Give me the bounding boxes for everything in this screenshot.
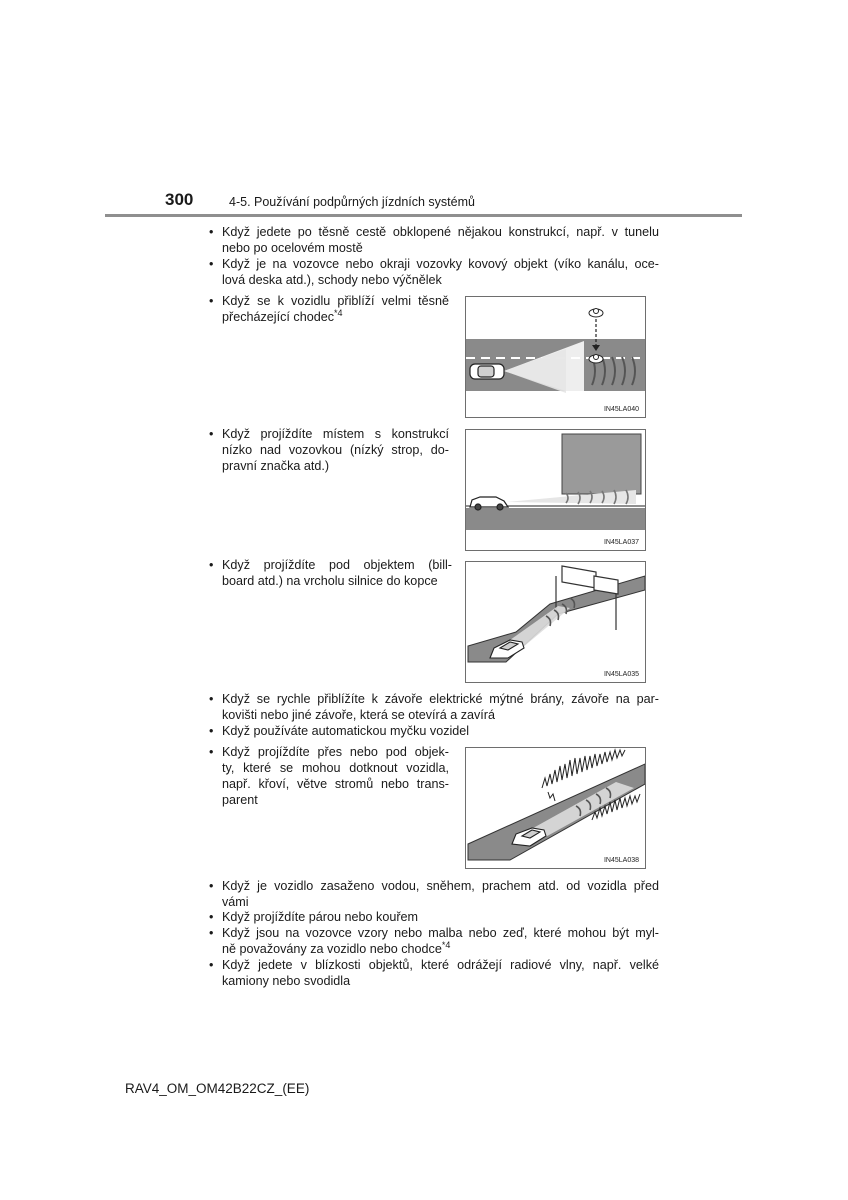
list-item-line: • Když projíždíte místem s konstrukcí — [222, 427, 449, 441]
list-item-line: nízko nad vozovkou (nízký strop, do- — [222, 443, 449, 457]
list-item-line: např. křoví, větve stromů nebo trans- — [222, 777, 449, 791]
list-item-line: přecházející chodec — [222, 310, 335, 324]
list-item-line: lová deska atd.), schody nebo výčnělek — [222, 273, 442, 287]
list-item-line: • Když je na vozovce nebo okraji vozovky kovový objekt (víko kanálu, oce- — [222, 257, 659, 271]
figure-code: IN45LA037 — [603, 539, 639, 546]
illustration-uphill-billboard — [465, 561, 646, 683]
list-item-line: • Když jedete v blízkosti objektů, které odrážejí radiové vlny, např. velké — [222, 958, 659, 972]
list-item-line: parent — [222, 793, 258, 807]
low-ceiling-drawing — [466, 430, 645, 550]
list-item-line: vámi — [222, 895, 249, 909]
list-item — [209, 426, 449, 474]
list-item-line: • Když jsou na vozovce vzory nebo malba nebo zeď, které mohou být myl- — [222, 926, 659, 940]
list-item — [209, 723, 659, 739]
list-item — [209, 744, 449, 808]
section-title: 4-5. Používání podpůrných jízdních systémů — [229, 195, 475, 209]
uphill-billboard-drawing — [466, 562, 645, 682]
list-item — [209, 691, 659, 723]
list-item — [209, 293, 449, 325]
list-item — [209, 557, 452, 589]
list-item-line: ty, které se mohou dotknout vozidla, — [222, 761, 449, 775]
figure-code: IN45LA040 — [603, 406, 639, 413]
bushes-drawing — [466, 748, 645, 868]
footnote-mark: *4 — [441, 940, 451, 950]
header-rule — [105, 214, 742, 217]
list-item-line: • Když používáte automatickou myčku vozidel — [222, 724, 470, 738]
list-item-line: • Když projíždíte přes nebo pod objek- — [222, 745, 449, 759]
list-item-line: nebo po ocelovém mostě — [222, 241, 363, 255]
page-number: 300 — [165, 190, 194, 209]
list-item-line: • Když se k vozidlu přiblíží velmi těsně — [222, 294, 449, 308]
illustration-bushes — [465, 747, 646, 869]
list-item-line: • Když projíždíte pod objektem (bill- — [222, 558, 452, 572]
figure-code: IN45LA038 — [603, 857, 639, 864]
illustration-pedestrian-crossing — [465, 296, 646, 418]
list-item-line: • Když se rychle přiblížíte k závoře elektrické mýtné brány, závoře na par- — [222, 692, 659, 706]
list-item — [209, 925, 659, 957]
list-item-line: kamiony nebo svodidla — [222, 974, 351, 988]
list-item — [209, 224, 659, 256]
pedestrian-crossing-drawing — [466, 297, 645, 417]
list-item-line: board atd.) na vrcholu silnice do kopce — [222, 574, 438, 588]
illustration-low-ceiling — [465, 429, 646, 551]
list-item-line: • Když je vozidlo zasaženo vodou, sněhem, prachem atd. od vozidla před — [222, 879, 659, 893]
list-item — [209, 909, 659, 925]
list-item — [209, 957, 659, 989]
figure-code: IN45LA035 — [603, 671, 639, 678]
list-item — [209, 256, 659, 288]
document-code: RAV4_OM_OM42B22CZ_(EE) — [125, 1081, 310, 1096]
list-item — [209, 878, 659, 910]
list-item-line: ně považovány za vozidlo nebo chodce — [222, 942, 442, 956]
list-item-line: kovišti nebo jiné závoře, která se otevírá a zavírá — [222, 708, 495, 722]
footnote-mark: *4 — [334, 308, 343, 318]
list-item-line: • Když projíždíte párou nebo kouřem — [222, 910, 419, 924]
list-item-line: pravní značka atd.) — [222, 459, 330, 473]
list-item-line: • Když jedete po těsně cestě obklopené nějakou konstrukcí, např. v tunelu — [222, 225, 659, 239]
